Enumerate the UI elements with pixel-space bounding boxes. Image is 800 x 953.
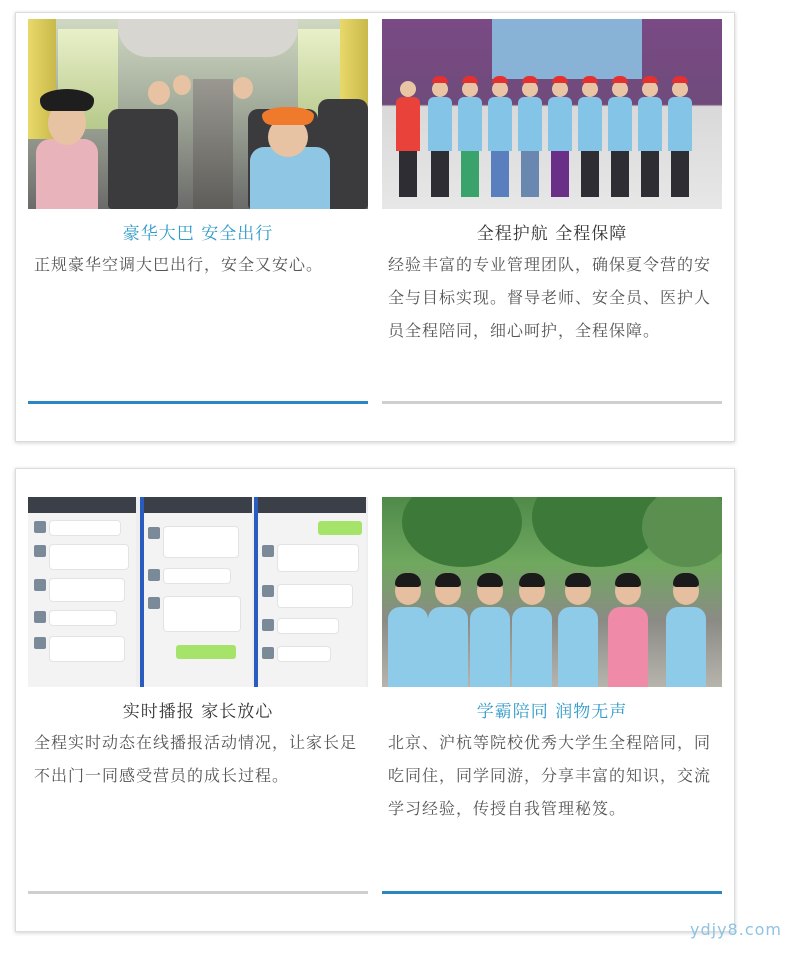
panel-caption: 学霸陪同 润物无声 [476, 702, 628, 722]
panel-caption: 实时播报 家长放心 [122, 702, 274, 722]
watermark-text: ydjy8.com [690, 920, 782, 939]
panel-underline [382, 891, 722, 894]
panel-description: 正规豪华空调大巴出行，安全又安心。 [34, 255, 324, 274]
students-outdoor-photo [382, 497, 722, 687]
panel-underline [28, 401, 368, 404]
panel-underline [382, 401, 722, 404]
panel-caption: 豪华大巴 安全出行 [122, 224, 274, 244]
feature-card-bottom [15, 468, 735, 932]
group-stage-photo [382, 19, 722, 209]
panel-mentors [382, 497, 722, 825]
panel-broadcast [28, 497, 368, 792]
panel-caption: 全程护航 全程保障 [476, 224, 628, 244]
panel-safety [382, 19, 722, 347]
bus-interior-photo [28, 19, 368, 209]
panel-bus [28, 19, 368, 281]
panel-underline [28, 891, 368, 894]
chat-screenshots-photo [28, 497, 368, 687]
panel-description: 北京、沪杭等院校优秀大学生全程陪同，同吃同住，同学同游，分享丰富的知识，交流学习经验，传授自我管理秘笈。 [388, 733, 712, 818]
feature-card-top [15, 12, 735, 442]
panel-description: 经验丰富的专业管理团队，确保夏令营的安全与目标实现。督导老师、安全员、医护人员全程陪同，细心呵护，全程保障。 [388, 255, 712, 340]
panel-description: 全程实时动态在线播报活动情况，让家长足不出门一同感受营员的成长过程。 [34, 733, 358, 785]
